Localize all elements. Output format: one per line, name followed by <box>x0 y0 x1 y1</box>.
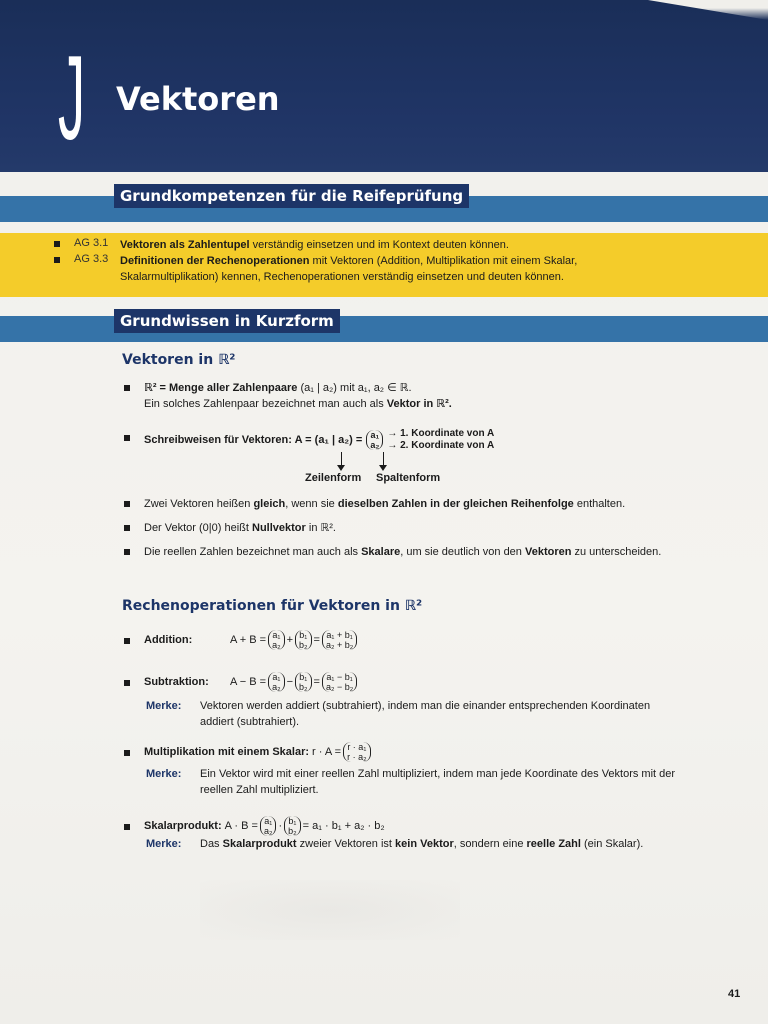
item-text: Skalarprodukt: A · B = a₁ a₂ · b₁ b₂ = a₁ · b₁ + a₂ · b₂ <box>144 816 385 836</box>
list-item <box>124 428 684 452</box>
column-vector: a₁ + b₁ a₂ + b₂ <box>322 630 357 650</box>
note-text: Das Skalarprodukt zweier Vektoren ist kein Vektor, sondern eine reelle Zahl (ein Skalar). <box>200 838 644 850</box>
competency-code: AG 3.1 <box>74 237 109 249</box>
column-vector: a₁ a₂ <box>268 630 285 650</box>
arrow-down-icon <box>383 452 384 466</box>
chapter-letter: J <box>58 31 85 165</box>
note-label: Merke: <box>146 700 182 712</box>
paper-texture <box>200 880 460 940</box>
band-title-basics: Grundwissen in Kurzform <box>114 309 340 333</box>
column-vector: b₁ b₂ <box>295 630 312 650</box>
column-vector: a₁ a₂ <box>366 430 383 450</box>
competency-row <box>54 253 660 285</box>
list-item-dot-product <box>124 816 684 836</box>
note-block <box>146 836 706 852</box>
item-text: Schreibweisen für Vektoren: A = (a₁ | a₂) = a₁ a₂ → 1. Koordinate von A → 2. Koordinate von A <box>144 428 495 451</box>
item-text: Zwei Vektoren heißen gleich, wenn sie dieselben Zahlen in der gleichen Reihenfolge enthalten. <box>144 498 626 510</box>
item-text: Addition: A + B = a₁ a₂ + b₁ b₂ = a₁ + b₁ a₂ + b₂ <box>144 630 684 650</box>
list-item <box>124 380 684 412</box>
column-vector: a₁ − b₁ a₂ − b₂ <box>322 672 357 692</box>
list-item <box>124 496 684 512</box>
competency-row <box>54 237 660 253</box>
column-vector: a₁ a₂ <box>260 816 277 836</box>
band-title-competencies: Grundkompetenzen für die Reifeprüfung <box>114 184 469 208</box>
competencies-box <box>0 233 768 297</box>
arrow-down-icon <box>341 452 342 466</box>
bullet-icon <box>124 680 130 686</box>
column-vector: r · a₁ r · a₂ <box>343 742 371 762</box>
item-text: Die reellen Zahlen bezeichnet man auch als Skalare, um sie deutlich von den Vektoren zu unterscheiden. <box>144 546 662 558</box>
section-title-operations: Rechenoperationen für Vektoren in ℝ² <box>122 598 423 614</box>
bullet-icon <box>124 824 130 830</box>
bullet-icon <box>124 501 130 507</box>
column-vector: a₁ a₂ <box>268 672 285 692</box>
item-text: Multiplikation mit einem Skalar: r · A = r · a₁ r · a₂ <box>144 742 684 762</box>
page-corner <box>648 0 768 20</box>
note-label: Merke: <box>146 768 182 780</box>
note-label: Merke: <box>146 838 182 850</box>
list-item-subtraction <box>124 672 684 692</box>
competency-code: AG 3.3 <box>74 253 109 265</box>
bullet-icon <box>124 525 130 531</box>
column-vector: b₁ b₂ <box>284 816 301 836</box>
note-text: Vektoren werden addiert (subtrahiert), indem man die einander entsprechenden Koordinaten addiert (subtrahiert). <box>200 700 651 728</box>
page-number: 41 <box>728 988 741 1000</box>
section-title-vectors: Vektoren in ℝ² <box>122 352 236 368</box>
bullet-icon <box>124 750 130 756</box>
list-item-addition <box>124 630 684 650</box>
bullet-icon <box>54 257 60 263</box>
competency-text: Definitionen der Rechenoperationen mit Vektoren (Addition, Multiplikation mit einem Skalar, Skalarmultiplikation) kennen, Rechenoperationen verständig einsetzen und deuten können. <box>120 255 578 283</box>
chapter-header <box>0 0 768 172</box>
item-text: Subtraktion: A − B = a₁ a₂ − b₁ b₂ = a₁ − b₁ a₂ − b₂ <box>144 672 684 692</box>
chapter-title: Vektoren <box>116 80 280 118</box>
bullet-icon <box>124 385 130 391</box>
note-block <box>146 698 666 730</box>
list-item <box>124 544 684 560</box>
bullet-icon <box>124 435 130 441</box>
bullet-icon <box>124 549 130 555</box>
bullet-icon <box>124 638 130 644</box>
competency-text: Vektoren als Zahlentupel verständig einsetzen und im Kontext deuten können. <box>120 239 509 251</box>
item-text: Der Vektor (0|0) heißt Nullvektor in ℝ². <box>144 522 336 534</box>
label-zeilenform: Zeilenform <box>305 472 362 484</box>
label-spaltenform: Spaltenform <box>376 472 441 484</box>
list-item <box>124 520 684 536</box>
bullet-icon <box>54 241 60 247</box>
list-item-multiplication <box>124 742 684 762</box>
note-block <box>146 766 686 798</box>
item-text: ℝ² = Menge aller Zahlenpaare (a₁ | a₂) mit a₁, a₂ ∈ ℝ. Ein solches Zahlenpaar bezeichnet man auch als Vektor in ℝ². <box>144 382 452 410</box>
note-text: Ein Vektor wird mit einer reellen Zahl multipliziert, indem man jede Koordinate des Vektors mit der reellen Zahl multipliziert. <box>200 768 676 796</box>
column-vector: b₁ b₂ <box>295 672 312 692</box>
